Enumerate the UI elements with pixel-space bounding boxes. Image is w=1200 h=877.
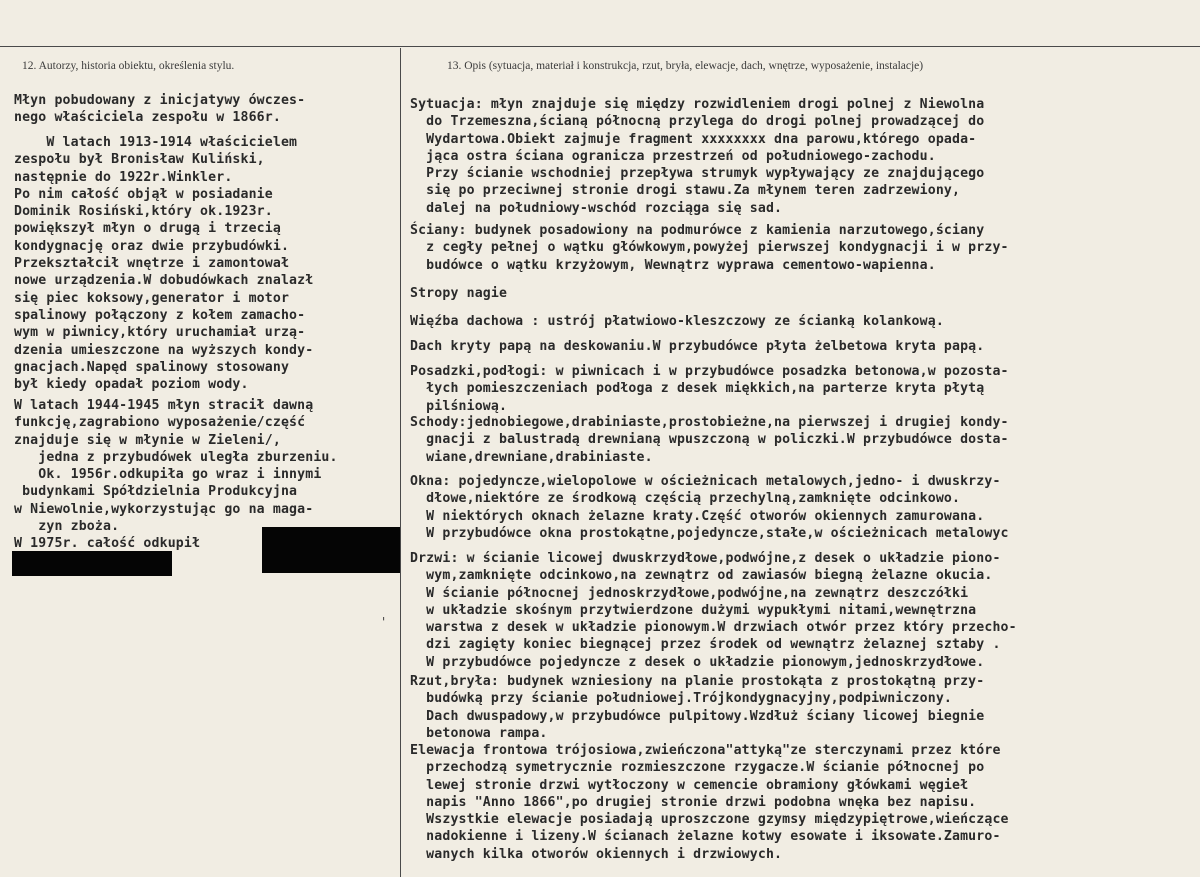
redaction-block-left [12, 551, 172, 576]
text-line: do Trzemeszna,ścianą północną przylega do drogi polnej prowadzącej do [410, 114, 985, 130]
section-posadzki [410, 363, 1009, 415]
text-line: nego właściciela zespołu w 1866r. [14, 110, 281, 126]
section-elewacja [410, 742, 1009, 863]
text-line: Sytuacja: młyn znajduje się między rozwidleniem drogi polnej z Niewolna [410, 97, 985, 112]
text-line: spalinowy połączony z kołem zamacho- [14, 307, 306, 323]
text-line: budynkami Spółdzielnia Produkcyjna [14, 484, 298, 500]
text-line: Przy ścianie wschodniej przepływa strumyk wypływający ze znajdującego [410, 166, 985, 182]
text-line: Okna: pojedyncze,wielopolowe w ościeżnicach metalowych,jedno- i dwuskrzy- [410, 474, 1001, 489]
section-wiezba: Więźba dachowa : ustrój płatwiowo-kleszczowy ze ścianką kolankową. [410, 314, 944, 329]
text-line: wanych kilka otworów okiennych i drzwiowych. [410, 846, 783, 862]
section-sytuacja [410, 96, 984, 217]
text-line: kondygnację oraz dwie przybudówki. [14, 238, 290, 254]
section-12-header: 12. Autorzy, historia obiektu, określenia stylu. [22, 60, 235, 72]
section-okna [410, 473, 1009, 542]
text-line: Ok. 1956r.odkupiła go wraz i innymi [14, 467, 322, 483]
section-drzwi [410, 550, 1017, 671]
history-paragraph-2 [14, 134, 313, 393]
text-line: Drzwi: w ścianie licowej dwuskrzydłowe,podwójne,z desek o układzie piono- [410, 551, 1001, 566]
text-line: dzenia umieszczone na wyższych kondy- [14, 342, 314, 358]
text-line: Dominik Rosiński,który ok.1923r. [14, 204, 273, 220]
text-line: funkcję,zagrabiono wyposażenie/część [14, 415, 306, 431]
text-line: Rzut,bryła: budynek wzniesiony na planie prostokąta z prostokątną przy- [410, 674, 985, 689]
text-line: się po przeciwnej stronie drogi stawu.Za młynem teren zadrzewiony, [410, 183, 961, 199]
top-divider [0, 46, 1200, 47]
text-line: był kiedy opadał poziom wody. [14, 377, 249, 393]
text-line: Posadzki,podłogi: w piwnicach i w przybudówce posadzka betonowa,w pozosta- [410, 364, 1009, 379]
text-line: nadokienne i lizeny.W ścianach żelazne kotwy esowate i iksowate.Zamuro- [410, 829, 1001, 845]
text-line: budówce o wątku krzyżowym, Wewnątrz wyprawa cementowo-wapienna. [410, 257, 936, 273]
text-line: betonowa rampa. [410, 725, 548, 741]
text-line: wiane,drewniane,drabiniaste. [410, 449, 653, 465]
text-line: W latach 1944-1945 młyn stracił dawną [14, 398, 314, 413]
text-line: budówką przy ścianie południowej.Trójkondygnacyjny,podpiwniczony. [410, 691, 952, 707]
text-line: jąca ostra ściana ogranicza przestrzeń od południowego-zachodu. [410, 148, 936, 164]
section-schody [410, 414, 1009, 466]
text-line: Wydartowa.Obiekt zajmuje fragment xxxxxxxx dna parowu,którego opada- [410, 131, 977, 147]
text-line: przechodzą symetrycznie rozmieszczone rzygacze.W ścianie północnej po [410, 760, 985, 776]
text-line: wym w piwnicy,który uruchamiał urzą- [14, 325, 306, 341]
text-line: dzi zagięty koniec biegnącej przez środek od wewnątrz żelaznej sztaby . [410, 637, 1001, 653]
section-stropy: Stropy nagie [410, 286, 508, 301]
text-line: Młyn pobudowany z inicjatywy ówczes- [14, 93, 306, 108]
section-rzut-bryla [410, 673, 984, 742]
text-line: jedna z przybudówek uległa zburzeniu. [14, 449, 338, 465]
text-line: gnacji z balustradą drewnianą wpuszczoną w policzki.W przybudówce dosta- [410, 432, 1009, 448]
text-line: zyn zboża. [14, 519, 120, 535]
text-line: W latach 1913-1914 właścicielem [14, 135, 298, 150]
text-line: pilśniową. [410, 398, 508, 414]
section-sciany [410, 222, 1009, 274]
text-line: zespołu był Bronisław Kuliński, [14, 152, 265, 168]
text-line: łych pomieszczeniach podłoga z desek miękkich,na parterze kryta płytą [410, 381, 985, 397]
text-line: znajduje się w młynie w Zieleni/, [14, 432, 281, 448]
text-line: warstwa z desek w układzie pionowym.W drzwiach otwór przez który przecho- [410, 620, 1017, 636]
text-line: lewej stronie drzwi wytłoczony w cemencie obramiony główkami węgieł [410, 777, 969, 793]
text-line: dłowe,niektóre ze środkową częścią przechylną,zamknięte odcinkowo. [410, 491, 961, 507]
text-line: Dach dwuspadowy,w przybudówce pulpitowy.Wzdłuż ściany licowej biegnie [410, 708, 985, 724]
text-line: Ściany: budynek posadowiony na podmurówce z kamienia narzutowego,ściany [410, 223, 985, 238]
text-line: dalej na południowy-wschód rozciąga się sad. [410, 200, 783, 216]
text-line: W 1975r. całość odkupił [14, 536, 201, 552]
text-line: się piec koksowy,generator i motor [14, 290, 290, 306]
text-line: Przekształcił wnętrze i zamontował [14, 256, 290, 272]
text-line: powiększył młyn o drugą i trzecią [14, 221, 281, 237]
text-line: następnie do 1922r.Winkler. [14, 169, 233, 185]
text-line: W przybudówce pojedyncze z desek o układzie pionowym,jednoskrzydłowe. [410, 654, 985, 670]
history-paragraph-1 [14, 92, 305, 127]
section-13-header: 13. Opis (sytuacja, materiał i konstrukcja, rzut, bryła, elewacje, dach, wnętrze, wyposażenie, instalacje) [447, 60, 924, 72]
stray-mark: ' [380, 615, 388, 629]
text-line: Po nim całość objął w posiadanie [14, 186, 273, 202]
text-line: W ścianie północnej jednoskrzydłowe,podwójne,na zewnątrz deszczółki [410, 585, 969, 601]
text-line: w Niewolnie,wykorzystując go na maga- [14, 501, 314, 517]
text-line: nowe urządzenia.W dobudówkach znalazł [14, 273, 314, 289]
column-divider [400, 48, 401, 877]
text-line: w układzie skośnym przytwierdzone dużymi wypukłymi nitami,wewnętrzna [410, 602, 977, 618]
redaction-block-right [262, 527, 400, 573]
text-line: z cegły pełnej o wątku główkowym,powyżej pierwszej kondygnacji i w przy- [410, 240, 1009, 256]
text-line: Elewacja frontowa trójosiowa,zwieńczona"attyką"ze sterczynami przez które [410, 743, 1001, 758]
text-line: Schody:jednobiegowe,drabiniaste,prostobieżne,na pierwszej i drugiej kondy- [410, 415, 1009, 430]
text-line: gnacjach.Napęd spalinowy stosowany [14, 359, 290, 375]
text-line: Wszystkie elewacje posiadają uproszczone gzymsy międzypiętrowe,wieńczące [410, 812, 1009, 828]
text-line: W niektórych oknach żelazne kraty.Część otworów okiennych zamurowana. [410, 508, 985, 524]
section-dach: Dach kryty papą na deskowaniu.W przybudówce płyta żelbetowa kryta papą. [410, 339, 985, 354]
text-line: W przybudówce okna prostokątne,pojedyncze,stałe,w ościeżnicach metalowyc [410, 525, 1009, 541]
text-line: napis "Anno 1866",po drugiej stronie drzwi podobna wnęka bez napisu. [410, 794, 977, 810]
text-line: wym,zamknięte odcinkowo,na zewnątrz od zawiasów biegną żelazne okucia. [410, 568, 993, 584]
